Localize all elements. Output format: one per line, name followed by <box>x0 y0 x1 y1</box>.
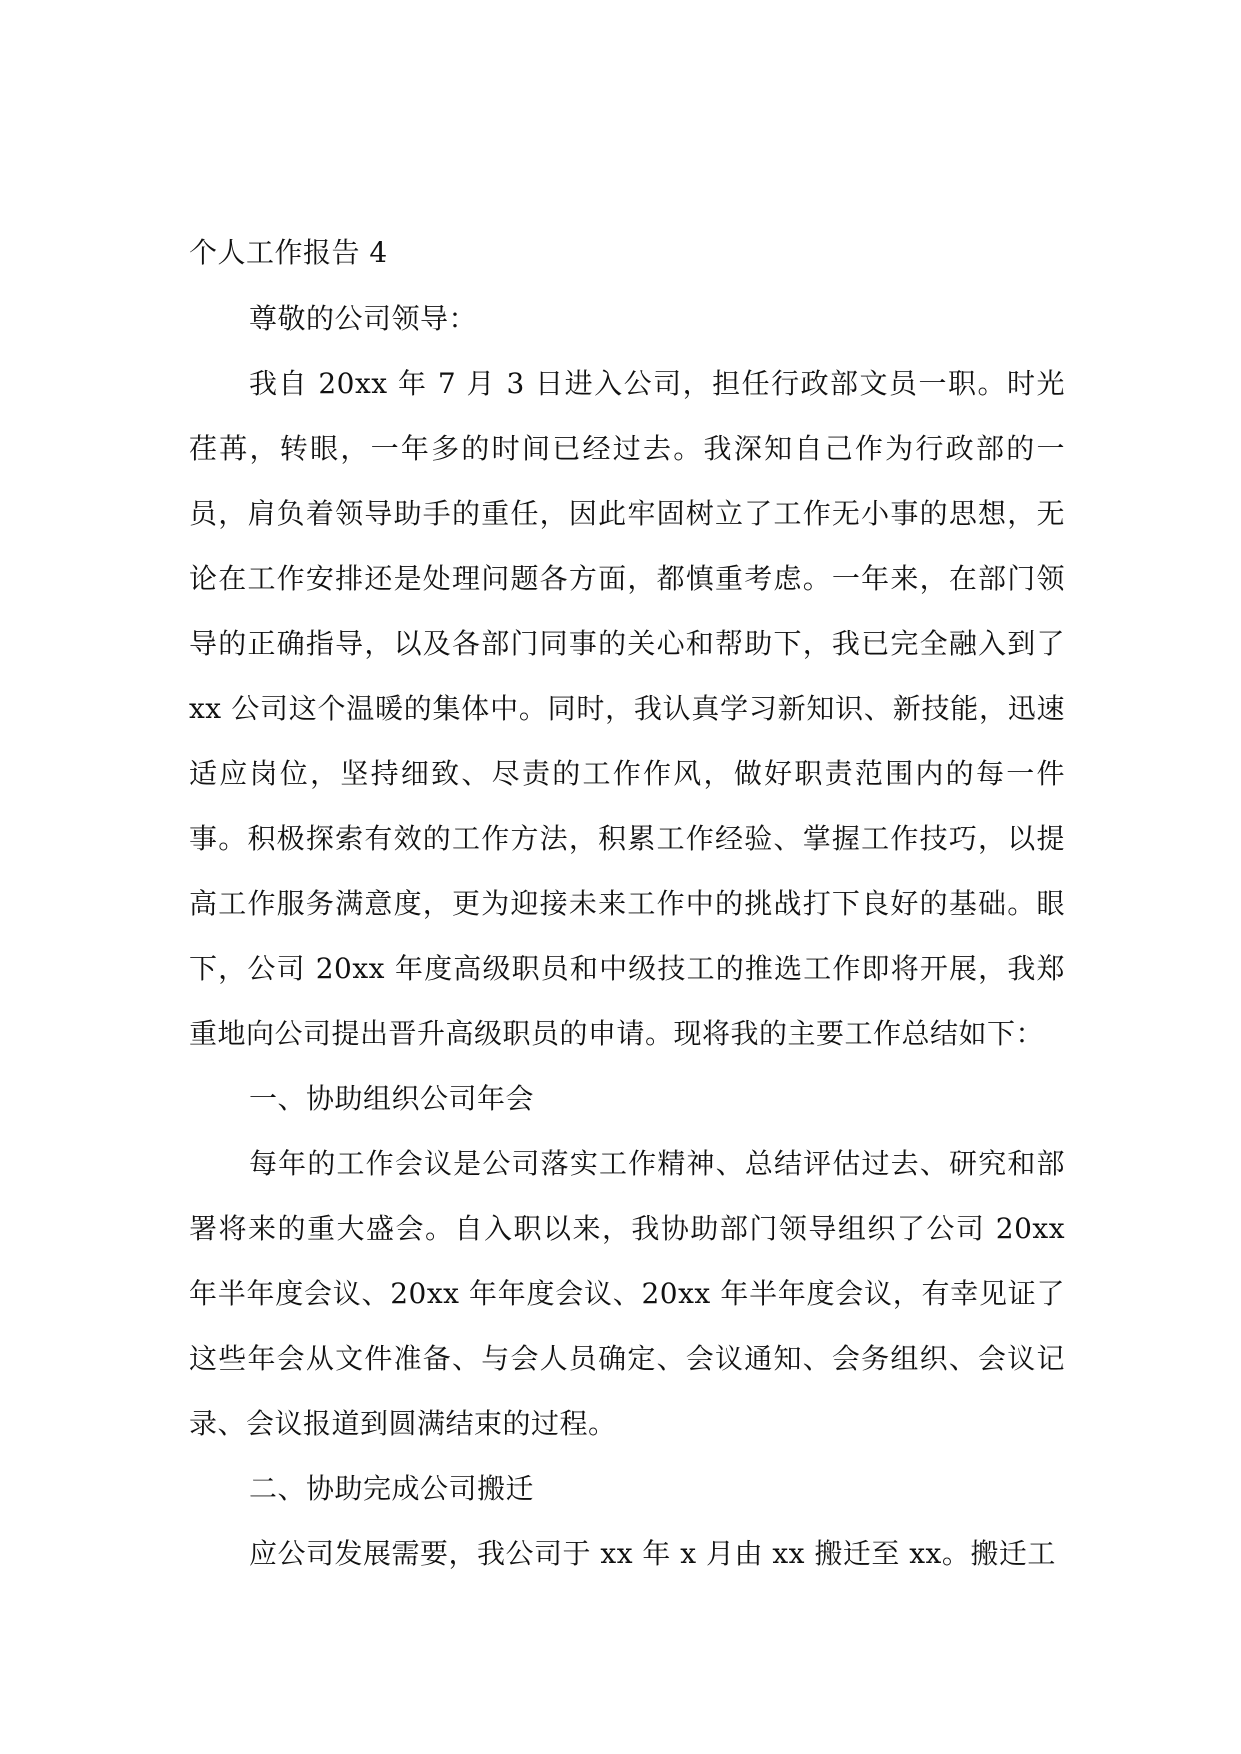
salutation: 尊敬的公司领导： <box>249 302 478 335</box>
section-heading-annual-meeting: 一、协助组织公司年会 <box>249 1082 535 1115</box>
section-heading-relocation: 二、协助完成公司搬迁 <box>249 1472 535 1505</box>
document-title: 个人工作报告 4 <box>189 236 388 269</box>
paragraph-introduction: 我自 20xx 年 7 月 3 日进入公司，担任行政部文员一职。时光荏苒，转眼，一年多的时间已经过去。我深知自己作为行政部的一员，肩负着领导助手的重任，因此牢固树立了工作无小事的思想，无论在工作安排还是处理问题各方面，都慎重考虑。一年来，在部门领导的正确指导，以及各部门同事的关心和帮助下，我已完全融入到了 xx 公司这个温暖的集体中。同时，我认真学习新知识、新技能，迅速适应岗位，坚持细致、尽责的工作作风，做好职责范围内的每一件事。积极探索有效的工作方法，积累工作经验、掌握工作技巧，以提高工作服务满意度，更为迎接未来工作中的挑战打下良好的基础。眼下，公司 20xx 年度高级职员和中级技工的推选工作即将开展，我郑重地向公司提出晋升高级职员的申请。现将我的主要工作总结如下： <box>189 367 1065 1050</box>
paragraph-annual-meeting: 每年的工作会议是公司落实工作精神、总结评估过去、研究和部署将来的重大盛会。自入职以来，我协助部门领导组织了公司 20xx 年半年度会议、20xx 年年度会议、20xx 年半年度会议，有幸见证了这些年会从文件准备、与会人员确定、会议通知、会务组织、会议记录、会议报道到圆满结束的过程。 <box>189 1147 1065 1440</box>
paragraph-relocation: 应公司发展需要，我公司于 xx 年 x 月由 xx 搬迁至 xx。搬迁工 <box>249 1537 1056 1570</box>
